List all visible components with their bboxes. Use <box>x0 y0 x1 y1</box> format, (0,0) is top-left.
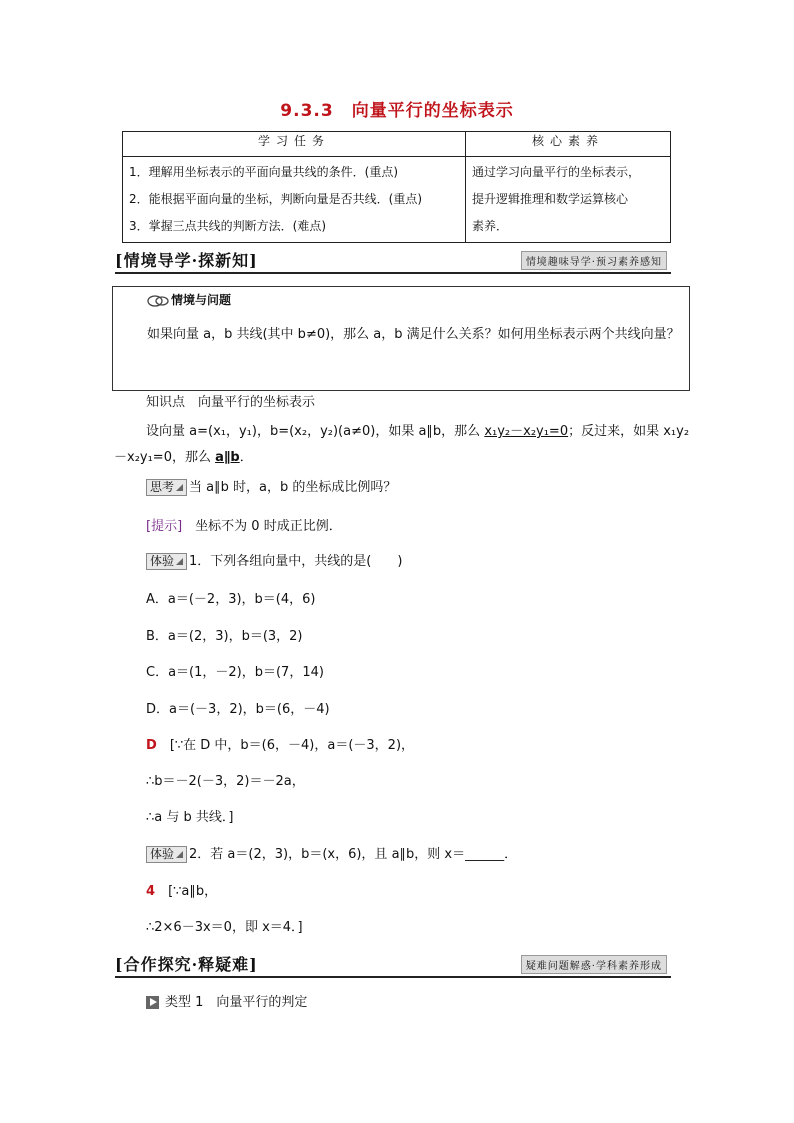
scenario-heading <box>147 291 231 308</box>
exp1-question: 1．下列各组向量中，共线的是( ) <box>189 554 403 569</box>
literacy-line: 通过学习向量平行的坐标表示， <box>472 165 641 179</box>
exp1-tag: 体验 <box>146 553 187 570</box>
knowledge-text: 设向量 a=(x₁，y₁)，b=(x₂，y₂)(a≠0)，如果 a∥b，那么 <box>146 424 485 439</box>
scenario-text: 如果向量 a，b 共线(其中 b≠0)，那么 a，b 满足什么关系？如何用坐标表示两个共线向量？ <box>147 327 680 342</box>
task-item: 1．理解用坐标表示的平面向量共线的条件．(重点) <box>129 165 398 179</box>
corner-icon <box>176 484 183 491</box>
section-header-2 <box>115 950 671 978</box>
knowledge-text: －x₂y₁=0，那么 <box>114 450 216 465</box>
table-header-tasks: 学习任务 <box>123 132 466 157</box>
think-question: 当 a∥b 时，a，b 的坐标成比例吗？ <box>189 480 397 495</box>
literacy-cell <box>466 157 671 243</box>
hint-text: 坐标不为 0 时成正比例． <box>195 519 342 534</box>
corner-icon <box>176 851 183 858</box>
section-tag: 疑难问题解惑·学科素养形成 <box>521 955 667 974</box>
exp2-solution-2: ∴2×6－3x＝0，即 x＝4．] <box>146 920 303 935</box>
think-tag: 思考 <box>146 479 187 496</box>
section-title: [合作探究·释疑难] <box>115 955 258 974</box>
knowledge-line-1 <box>146 420 689 439</box>
exp2-question-line <box>146 843 517 863</box>
scenario-heading-text: 情境与问题 <box>171 293 232 307</box>
play-icon <box>146 996 159 1009</box>
exp1-solution-1 <box>146 734 414 753</box>
exp2-tag: 体验 <box>146 846 187 863</box>
page-title: 9.3.3 向量平行的坐标表示 <box>280 101 514 121</box>
exp2-answer: 4 <box>146 884 156 899</box>
learning-table <box>122 131 671 243</box>
exp2-question: 2．若 a＝(2，3)，b＝(x，6)，且 a∥b，则 x＝______． <box>189 847 518 862</box>
knowledge-underlined-formula: x₁y₂－x₂y₁=0 <box>484 424 569 439</box>
exp1-solution-3: ∴a 与 b 共线．] <box>146 810 234 825</box>
hint-tag: [提示] <box>146 519 183 534</box>
scenario-icon <box>147 295 169 307</box>
literacy-line: 提升逻辑推理和数学运算核心 <box>472 192 629 206</box>
option-c: C．a＝(1，－2)，b＝(7，14) <box>146 665 324 680</box>
hint-line <box>146 515 342 534</box>
table-header-literacy: 核心素养 <box>466 132 671 157</box>
task-item: 3．掌握三点共线的判断方法．(难点) <box>129 219 326 233</box>
knowledge-text: ． <box>239 450 253 465</box>
task-item: 2．能根据平面向量的坐标，判断向量是否共线．(重点) <box>129 192 423 206</box>
solution-text: [∵在 D 中，b＝(6，－4)，a＝(－3，2)， <box>169 738 415 753</box>
exp1-solution-2: ∴b＝－2(－3，2)＝－2a， <box>146 774 305 789</box>
exp1-answer: D <box>146 738 157 753</box>
think-line <box>146 476 396 496</box>
corner-icon <box>176 558 183 565</box>
solution-text: [∵a∥b， <box>168 884 218 899</box>
section-header-1 <box>115 246 671 274</box>
exp2-solution-1 <box>146 880 217 899</box>
section-tag: 情境趣味导学·预习素养感知 <box>521 251 667 270</box>
type1-line <box>146 991 307 1010</box>
option-b: B．a＝(2，3)，b＝(3，2) <box>146 629 303 644</box>
option-d: D．a＝(－3，2)，b＝(6，－4) <box>146 702 330 717</box>
knowledge-underlined-result: a∥b <box>215 450 240 465</box>
knowledge-text: ；反过来，如果 x₁y₂ <box>568 424 690 439</box>
knowledge-line-2 <box>114 446 253 465</box>
option-a: A．a＝(－2，3)，b＝(4，6) <box>146 592 316 607</box>
tasks-cell <box>123 157 466 243</box>
section-title: [情境导学·探新知] <box>115 251 258 270</box>
knowledge-label: 知识点 向量平行的坐标表示 <box>146 395 316 410</box>
type1-label: 类型 1 向量平行的判定 <box>165 995 308 1010</box>
scenario-box <box>112 286 690 391</box>
literacy-line: 素养． <box>472 219 509 233</box>
exp1-question-line <box>146 550 402 570</box>
